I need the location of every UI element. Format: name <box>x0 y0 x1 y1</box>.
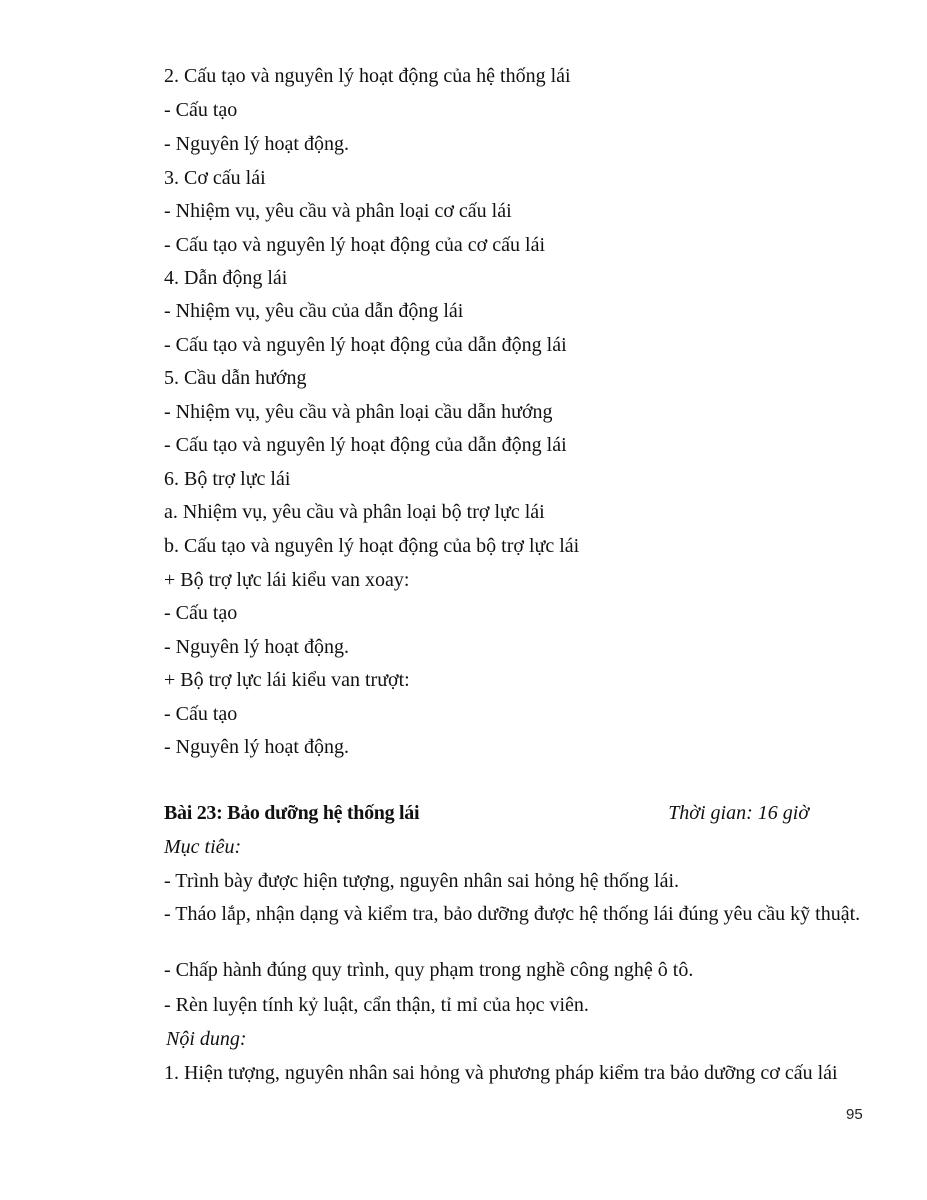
outline-item: - Nhiệm vụ, yêu cầu và phân loại cơ cấu lái <box>164 200 512 222</box>
outline-heading-4: 4. Dẫn động lái <box>164 267 288 289</box>
objective-item: - Tháo lắp, nhận dạng và kiểm tra, bảo dưỡng được hệ thống lái đúng yêu cầu kỹ thuật. <box>164 903 861 925</box>
content-item: 1. Hiện tượng, nguyên nhân sai hỏng và phương pháp kiểm tra bảo dưỡng cơ cấu lái <box>164 1062 838 1084</box>
objective-item: - Rèn luyện tính kỷ luật, cẩn thận, tỉ mỉ của học viên. <box>164 994 589 1016</box>
outline-item: a. Nhiệm vụ, yêu cầu và phân loại bộ trợ lực lái <box>164 501 545 523</box>
outline-item: - Nguyên lý hoạt động. <box>164 736 349 758</box>
outline-item: - Cấu tạo và nguyên lý hoạt động của cơ cấu lái <box>164 234 546 256</box>
outline-item: - Nhiệm vụ, yêu cầu và phân loại cầu dẫn hướng <box>164 401 553 423</box>
content-label: Nội dung: <box>166 1028 247 1050</box>
outline-item: - Cấu tạo <box>164 703 238 725</box>
outline-item: - Cấu tạo và nguyên lý hoạt động của dẫn động lái <box>164 434 567 456</box>
outline-heading-3: 3. Cơ cấu lái <box>164 167 266 189</box>
outline-item: - Cấu tạo <box>164 602 238 624</box>
outline-item: - Nhiệm vụ, yêu cầu của dẫn động lái <box>164 300 464 322</box>
outline-item: b. Cấu tạo và nguyên lý hoạt động của bộ trợ lực lái <box>164 535 580 557</box>
objectives-label: Mục tiêu: <box>164 836 242 858</box>
lesson-duration: Thời gian: 16 giờ <box>668 802 809 824</box>
outline-heading-5: 5. Cầu dẫn hướng <box>164 367 307 389</box>
outline-item: - Nguyên lý hoạt động. <box>164 133 349 155</box>
outline-item: - Cấu tạo <box>164 99 238 121</box>
objective-item: - Trình bày được hiện tượng, nguyên nhân sai hỏng hệ thống lái. <box>164 870 679 892</box>
outline-item: + Bộ trợ lực lái kiểu van xoay: <box>164 569 410 591</box>
outline-item: - Cấu tạo và nguyên lý hoạt động của dẫn động lái <box>164 334 567 356</box>
lesson-title: Bài 23: Bảo dưỡng hệ thống lái <box>164 802 420 824</box>
outline-item: - Nguyên lý hoạt động. <box>164 636 349 658</box>
objective-item: - Chấp hành đúng quy trình, quy phạm trong nghề công nghệ ô tô. <box>164 959 694 981</box>
outline-heading-6: 6. Bộ trợ lực lái <box>164 468 291 490</box>
page-number: 95 <box>846 1106 863 1123</box>
outline-heading-2: 2. Cấu tạo và nguyên lý hoạt động của hệ thống lái <box>164 65 571 87</box>
outline-item: + Bộ trợ lực lái kiểu van trượt: <box>164 669 410 691</box>
